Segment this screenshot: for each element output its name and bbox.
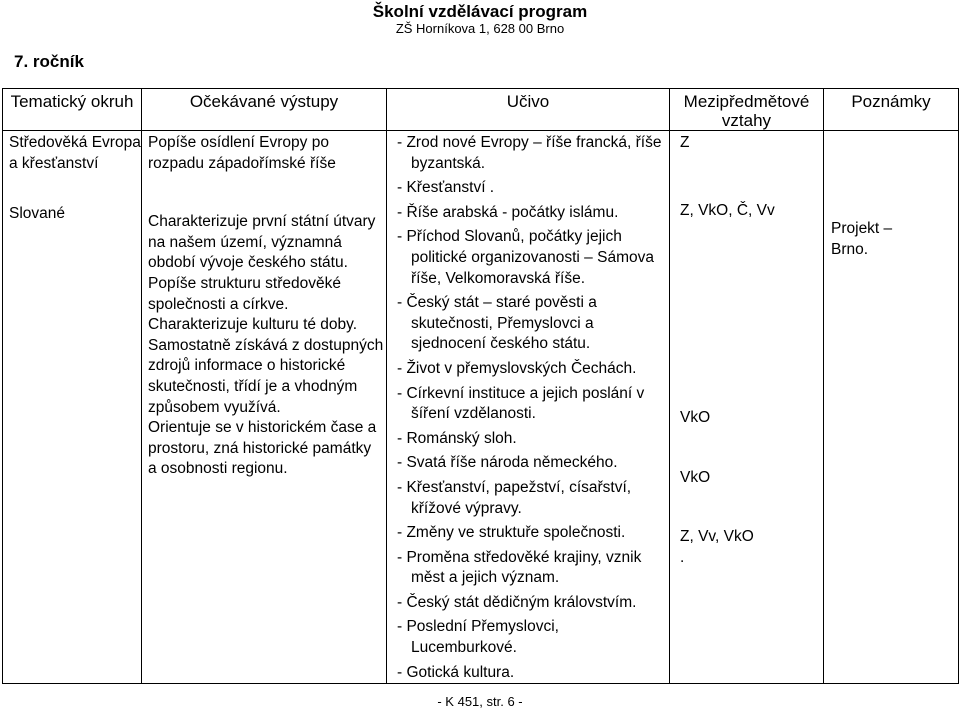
curriculum-item: - Křesťanství . <box>397 179 495 197</box>
school-address: ZŠ Horníkova 1, 628 00 Brno <box>395 21 565 36</box>
header-curriculum: Učivo <box>387 89 670 131</box>
header-outcomes: Očekávané výstupy <box>142 89 387 131</box>
header-topic: Tematický okruh <box>3 89 142 131</box>
outcome-item: Popíše strukturu středověké společnosti a církve. <box>148 274 341 313</box>
relation-item: Z, VkO, Č, Vv <box>680 201 775 219</box>
header-relations: Mezipředmětové vztahy <box>670 89 824 131</box>
curriculum-item: - Románský sloh. <box>397 429 517 447</box>
outcome-item: Popíše osídlení Evropy po rozpadu západořímské říše <box>148 134 336 172</box>
table-row <box>3 131 959 684</box>
curriculum-item: - Gotická kultura. <box>397 663 515 681</box>
curriculum-item: - Český stát – staré pověsti a skutečnosti, Přemyslovci a sjednocení českého státu. <box>397 294 597 353</box>
curriculum-item: - Církevní instituce a jejich poslání v šíření vzdělanosti. <box>397 384 645 423</box>
notes-cell <box>824 131 959 684</box>
document-title: Školní vzdělávací program <box>372 2 588 21</box>
curriculum-table <box>2 88 959 684</box>
relations-cell <box>670 131 824 684</box>
grade-heading: 7. ročník <box>14 52 84 71</box>
relation-item: VkO <box>680 409 711 427</box>
curriculum-item: - Poslední Přemyslovci, Lucemburkové. <box>397 618 559 657</box>
curriculum-item: - Příchod Slovanů, počátky jejich politické organizovanosti – Sámova říše, Velkomoravská říše. <box>397 228 654 287</box>
note-item: Projekt – Brno. <box>831 220 893 258</box>
relation-item: Z, Vv, VkO <box>680 528 754 546</box>
relation-item: . <box>680 548 685 566</box>
page-footer: - K 451, str. 6 - <box>437 694 523 709</box>
table-header-row <box>3 89 959 131</box>
relation-item: VkO <box>680 468 711 486</box>
curriculum-item: - Zrod nové Evropy – říše francká, říše byzantská. <box>397 134 662 172</box>
topic-slavs: Slované <box>9 205 66 223</box>
curriculum-item: - Svatá říše národa německého. <box>397 454 618 472</box>
curriculum-item: - Život v přemyslovských Čechách. <box>397 359 637 377</box>
outcome-item: Charakterizuje kulturu té doby. <box>148 316 358 334</box>
curriculum-cell <box>387 131 670 684</box>
curriculum-item: - Říše arabská - počátky islámu. <box>397 203 619 221</box>
topic-cell <box>3 131 142 684</box>
outcome-item: Samostatně získává z dostupných zdrojů informace o historické skutečnosti, třídí je a vhodným způsobem využívá. <box>148 336 384 416</box>
curriculum-item: - Český stát dědičným královstvím. <box>397 593 637 611</box>
curriculum-item: - Proměna středověké krajiny, vznik měst a jejich význam. <box>397 548 642 587</box>
header-notes: Poznámky <box>824 89 959 131</box>
relation-item: Z <box>680 134 690 151</box>
outcomes-cell <box>142 131 387 684</box>
topic-medieval-europe: Středověká Evropa a křesťanství <box>9 134 141 172</box>
outcome-item: Charakterizuje první státní útvary na našem území, významná období vývoje českého státu. <box>148 213 376 272</box>
outcome-item: Orientuje se v historickém čase a prostoru, zná historické památky a osobnosti regionu. <box>148 419 377 478</box>
curriculum-item: - Křesťanství, papežství, císařství, křížové výpravy. <box>397 478 632 517</box>
curriculum-item: - Změny ve struktuře společnosti. <box>397 524 626 542</box>
